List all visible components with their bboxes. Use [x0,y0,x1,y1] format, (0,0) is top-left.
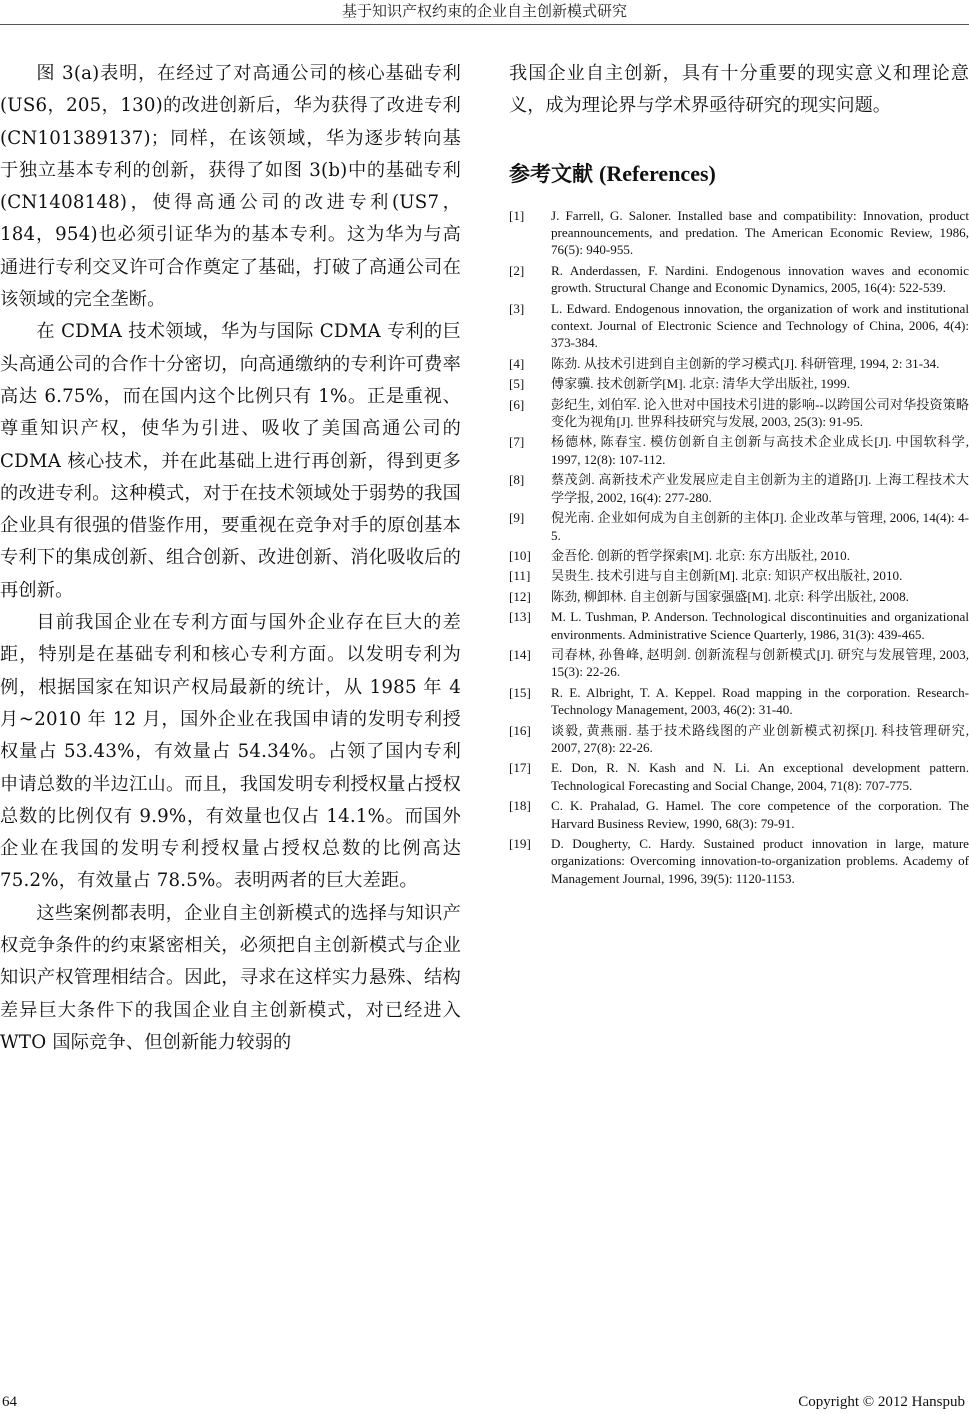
reference-number: [5] [509,376,525,392]
running-header-title: 基于知识产权约束的企业自主创新模式研究 [341,2,627,20]
running-header [0,0,969,25]
right-column [509,58,969,890]
reference-item [509,684,969,719]
body-paragraph: 这些案例都表明，企业自主创新模式的选择与知识产权竞争条件的约束紧密相关，必须把自主创新模式与企业知识产权管理相结合。因此，寻求在这样实力悬殊、结构差异巨大条件下的我国企业自主创新模式，对已经进入 WTO 国际竞争、但创新能力较弱的 [0,902,461,1053]
reference-text: M. L. Tushman, P. Anderson. Technological discontinuities and organizational environments. Administrative Science Quarterly, 1986, 31(3): 439-465. [551,609,969,642]
body-paragraph-continuation: 我国企业自主创新，具有十分重要的现实意义和理论意义，成为理论界与学术界亟待研究的现实问题。 [509,63,969,117]
reference-number: [2] [509,262,525,278]
reference-item [509,588,969,605]
reference-text: 蔡茂剑. 高新技术产业发展应走自主创新为主的道路[J]. 上海工程技术大学学报, 2002, 16(4): 277-280. [551,472,969,505]
reference-text: 彭纪生, 刘伯军. 论入世对中国技术引进的影响--以跨国公司对华投资策略变化为视角[J]. 世界科技研究与发展, 2003, 25(3): 91-95. [551,396,969,430]
reference-item [509,207,969,259]
reference-number: [6] [509,396,525,412]
reference-number: [1] [509,207,525,223]
reference-item [509,433,969,468]
body-paragraph: 在 CDMA 技术领域，华为与国际 CDMA 专利的巨头高通公司的合作十分密切，向高通缴纳的专利许可费率高达 6.75%，而在国内这个比例只有 1%。正是重视、尊重知识产权，使华为引进、吸收了美国高通公司的 CDMA 核心技术，并在此基础上进行再创新，得到更多的改进专利。这种模式，对于在技术领域处于弱势的我国企业具有很强的借鉴作用，要重视在竞争对手的原创基本专利下的集成创新、组合创新、改进创新、消化吸收后的再创新。 [0,321,461,601]
body-paragraph: 目前我国企业在专利方面与国外企业存在巨大的差距，特别是在基础专利和核心专利方面。以发明专利为例，根据国家在知识产权局最新的统计，从 1985 年 4 月~2010 年 12 月，国外企业在我国申请的发明专利授权量占 53.43%，有效量占 54.34%。占领了国内专利申请总数的半边江山。而且，我国发明专利授权量占授权总数的比例仅有 9.9%，有效量也仅占 14.1%。而国外企业在我国的发明专利授权量占授权总数的比例高达 75.2%，有效量占 78.5%。表明两者的巨大差距。 [0,612,461,892]
reference-text: R. E. Albright, T. A. Keppel. Road mapping in the corporation. Research-Technology Management, 2003, 46(2): 31-40. [551,684,969,718]
reference-item [509,375,969,392]
reference-item [509,509,969,544]
reference-item [509,759,969,794]
reference-item [509,262,969,297]
reference-number: [14] [509,646,531,662]
references-heading-en: (References) [599,160,716,186]
reference-number: [15] [509,684,531,700]
reference-text: 杨德林, 陈春宝. 模仿创新自主创新与高技术企业成长[J]. 中国软科学, 1997, 12(8): 107-112. [551,434,969,467]
reference-number: [11] [509,568,531,584]
reference-number: [4] [509,355,525,371]
reference-text: L. Edward. Endogenous innovation, the organization of work and institutional context. Journal of Electronic Science and Technology of China, 2006, 4(4): 373-384. [551,300,969,351]
reference-item [509,300,969,352]
reference-text: 傅家骥. 技术创新学[M]. 北京: 清华大学出版社, 1999. [551,376,850,392]
reference-text: 陈劲, 柳卸林. 自主创新与国家强盛[M]. 北京: 科学出版社, 2008. [551,588,909,604]
copyright-notice: Copyright © 2012 Hanspub [798,1394,965,1410]
reference-item [509,646,969,681]
reference-text: D. Dougherty, C. Hardy. Sustained product innovation in large, mature organizations: Overcoming innovation-to-organization problems. Academy of Management Journal, 1996, 39(5): 1120-1153. [551,836,969,886]
reference-number: [10] [509,547,531,563]
reference-item [509,547,969,564]
page-number: 64 [2,1394,17,1410]
reference-item [509,567,969,584]
reference-number: [18] [509,798,531,814]
reference-text: 吴贵生. 技术引进与自主创新[M]. 北京: 知识产权出版社, 2010. [551,568,903,584]
reference-number: [16] [509,722,531,738]
reference-item [509,835,969,887]
reference-item [509,722,969,757]
reference-item [509,797,969,832]
reference-number: [13] [509,609,531,625]
reference-number: [7] [509,434,525,450]
reference-number: [17] [509,760,531,776]
reference-list [509,207,969,888]
references-heading-cn: 参考文献 [509,161,593,186]
reference-text: 谈毅, 黄燕丽. 基于技术路线图的产业创新模式初探[J]. 科技管理研究, 2007, 27(8): 22-26. [551,722,969,755]
reference-number: [19] [509,836,531,851]
reference-item [509,608,969,643]
reference-text: R. Anderdassen, F. Nardini. Endogenous innovation waves and economic growth. Structural Change and Economic Dynamics, 2005, 16(4): 522-539. [551,262,969,296]
reference-number: [8] [509,472,525,488]
reference-number: [9] [509,510,525,526]
reference-text: 司春林, 孙鲁峰, 赵明剑. 创新流程与创新模式[J]. 研究与发展管理, 2003, 15(3): 22-26. [551,646,969,680]
reference-text: E. Don, R. N. Kash and N. Li. An exceptional development pattern. Technological Forecasting and Social Change, 2004, 71(8): 707-775. [551,760,969,793]
reference-text: 陈劲. 从技术引进到自主创新的学习模式[J]. 科研管理, 1994, 2: 31-34. [551,355,940,371]
reference-number: [12] [509,588,531,604]
reference-text: 金吾伦. 创新的哲学探索[M]. 北京: 东方出版社, 2010. [551,547,850,563]
reference-number: [3] [509,300,525,316]
reference-item [509,355,969,372]
reference-item [509,471,969,506]
references-heading [509,161,969,187]
reference-item [509,396,969,431]
left-column [0,58,461,1059]
reference-text: J. Farrell, G. Saloner. Installed base and compatibility: Innovation, product preannouncements, and predation. The American Economic Review, 1986, 76(5): 940-955. [551,207,969,258]
body-paragraph: 图 3(a)表明，在经过了对高通公司的核心基础专利(US6，205，130)的改进创新后，华为获得了改进专利(CN101389137)；同样，在该领域，华为逐步转向基于独立基本专利的创新，获得了如图 3(b)中的基础专利(CN1408148)，使得高通公司的改进专利(US7，184，954)也必须引证华为的基本专利。这为华为与高通进行专利交叉许可合作奠定了基础，打破了高通公司在该领域的完全垄断。 [0,63,461,311]
reference-text: 倪光南. 企业如何成为自主创新的主体[J]. 企业改革与管理, 2006, 14(4): 4-5. [551,510,969,543]
reference-text: C. K. Prahalad, G. Hamel. The core competence of the corporation. The Harvard Business Review, 1990, 68(3): 79-91. [551,798,969,831]
